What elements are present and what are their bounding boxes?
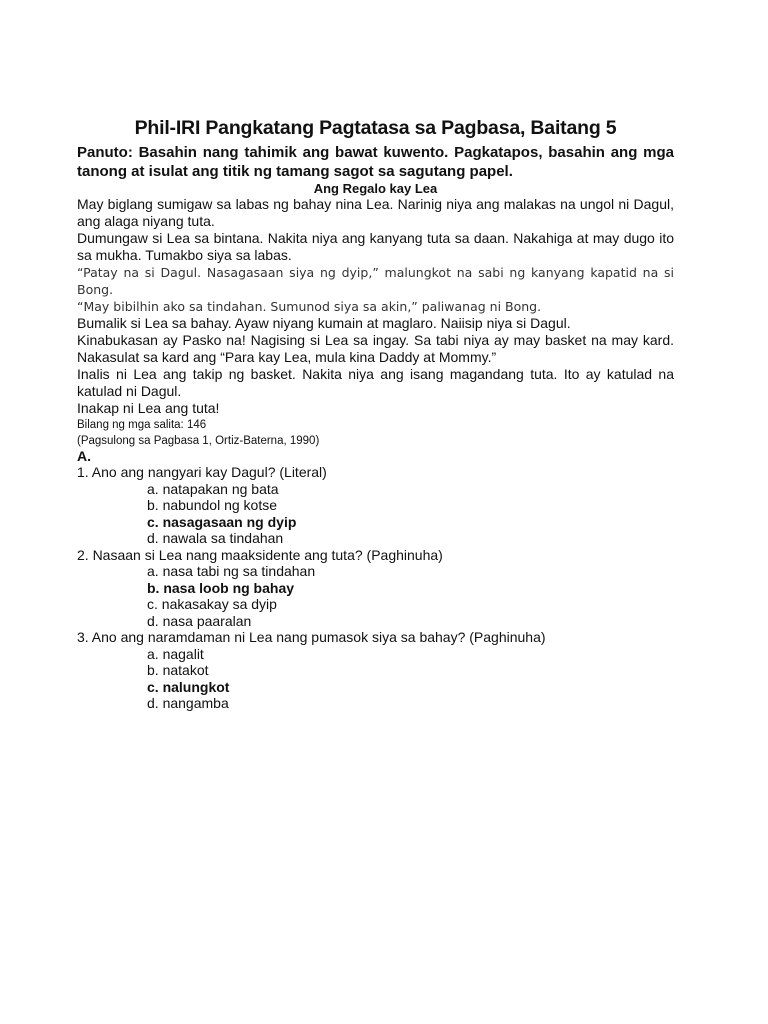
question-block bbox=[77, 464, 674, 547]
page-title: Phil-IRI Pangkatang Pagtatasa sa Pagbasa, Baitang 5 bbox=[134, 117, 617, 139]
answer-choice-correct: b. nasa loob ng bahay bbox=[147, 579, 295, 596]
answer-choice: d. nasa paaralan bbox=[147, 612, 252, 629]
document-page bbox=[77, 116, 674, 712]
answer-choice: a. nagalit bbox=[147, 645, 204, 662]
answer-choice: d. nangamba bbox=[147, 695, 229, 711]
story-paragraph: “May bibilhin ako sa tindahan. Sumunod siya sa akin,” paliwanag ni Bong. bbox=[77, 299, 542, 314]
story-paragraph: Kinabukasan ay Pasko na! Nagising si Lea sa ingay. Sa tabi niya ay may basket na may kard. Nakasulat sa kard ang “Para kay Lea, mula kina Daddy at Mommy.” bbox=[77, 332, 674, 365]
story-source: (Pagsulong sa Pagbasa 1, Ortiz-Baterna, 1990) bbox=[77, 435, 320, 447]
question-text: 1. Ano ang nangyari kay Dagul? (Literal) bbox=[77, 464, 327, 480]
answer-choice: b. natakot bbox=[147, 662, 209, 678]
story-paragraph: “Patay na si Dagul. Nasagasaan siya ng dyip,” malungkot na sabi ng kanyang kapatid na si Bong. bbox=[77, 265, 674, 297]
story-title: Ang Regalo kay Lea bbox=[313, 181, 438, 196]
question-text: 2. Nasaan si Lea nang maaksidente ang tuta? (Paghinuha) bbox=[77, 546, 443, 563]
section-label: A. bbox=[77, 448, 91, 464]
question-block bbox=[77, 629, 674, 712]
answer-choice: a. nasa tabi ng sa tindahan bbox=[147, 563, 316, 579]
question-block bbox=[77, 547, 674, 630]
question-text: 3. Ano ang naramdaman ni Lea nang pumasok siya sa bahay? (Paghinuha) bbox=[77, 629, 546, 645]
answer-choice: b. nabundol ng kotse bbox=[147, 497, 277, 513]
answer-choice-correct: c. nalungkot bbox=[147, 678, 230, 695]
story-paragraph: Bumalik si Lea sa bahay. Ayaw niyang kumain at maglaro. Naiisip niya si Dagul. bbox=[77, 315, 571, 331]
answer-choice: d. nawala sa tindahan bbox=[147, 530, 284, 546]
story-paragraph: May biglang sumigaw sa labas ng bahay nina Lea. Narinig niya ang malakas na ungol ni Dagul, ang alaga niyang tuta. bbox=[77, 196, 674, 229]
story-paragraph: Inakap ni Lea ang tuta! bbox=[77, 400, 220, 416]
story-paragraph: Inalis ni Lea ang takip ng basket. Nakita niya ang isang magandang tuta. Ito ay katulad na katulad ni Dagul. bbox=[77, 366, 674, 399]
answer-choice: c. nakasakay sa dyip bbox=[147, 596, 277, 612]
instructions: Panuto: Basahin nang tahimik ang bawat kuwento. Pagkatapos, basahin ang mga tanong at isulat ang titik ng tamang sagot sa sagutang papel. bbox=[77, 144, 674, 180]
answer-choice-correct: c. nasagasaan ng dyip bbox=[147, 513, 297, 530]
story-paragraph: Dumungaw si Lea sa bintana. Nakita niya ang kanyang tuta sa daan. Nakahiga at may dugo ito sa mukha. Tumakbo siya sa labas. bbox=[77, 230, 674, 263]
word-count: Bilang ng mga salita: 146 bbox=[77, 419, 207, 431]
answer-choice: a. natapakan ng bata bbox=[147, 480, 279, 497]
